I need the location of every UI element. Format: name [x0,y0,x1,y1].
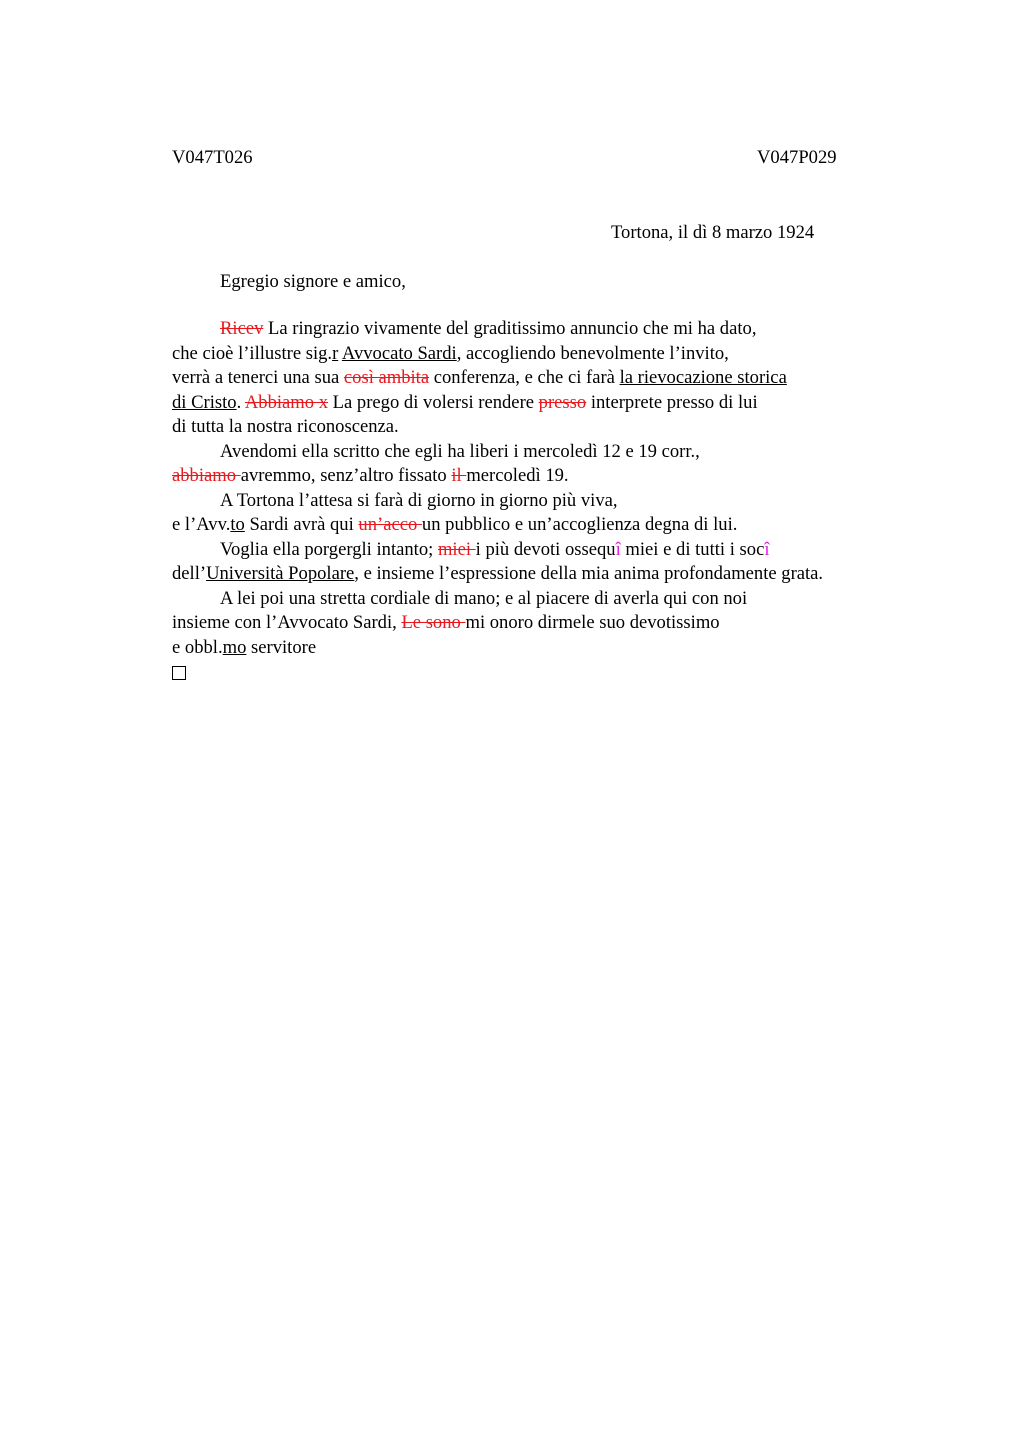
deleted-text: così ambita [343,367,430,388]
deleted-text: un’acco [358,514,422,535]
deleted-text: Ricev [220,318,264,339]
text-segment: mercoledì 19. [466,465,569,486]
text-segment: di tutta la nostra riconoscenza. [172,416,399,437]
letter-line [172,588,1012,613]
text-segment: verrà a tenerci una sua [172,367,344,388]
text-segment: dell’ [172,563,207,584]
letter-line [172,367,1012,392]
letter-line [172,490,1012,515]
text-segment: avremmo, senz’altro fissato [240,465,452,486]
deleted-text: Le sono [401,612,466,633]
letter-salutation: Egregio signore e amico, [220,271,406,292]
text-segment: La ringrazio vivamente del graditissimo annuncio che mi ha dato, [263,318,757,339]
text-segment: mi onoro dirmele suo devotissimo [465,612,720,633]
letter-line [172,514,1012,539]
underlined-text: mo [222,636,247,658]
letter-line [172,539,1012,564]
underlined-text: di Cristo [172,391,237,413]
letter-line [172,441,1012,466]
document-code-left: V047T026 [172,147,253,168]
letter-body [172,318,1012,686]
accent-correction: î [764,538,770,560]
end-marker-line [172,661,1012,686]
text-segment: e obbl. [172,636,223,658]
letter-line [172,563,1012,588]
letter-line [172,612,1012,637]
text-segment: un pubblico e un’accoglienza degna di lui. [421,514,738,535]
letter-line [172,392,1012,417]
text-segment: e l’Avv. [172,514,231,535]
text-segment: , e insieme l’espressione della mia anima profondamente grata. [354,563,824,584]
text-segment: Voglia ella porgergli intanto; [220,538,438,560]
square-box-icon [172,666,186,680]
text-segment: Sardi avrà qui [244,514,359,535]
deleted-text: abbiamo [172,465,241,486]
underlined-text: to [230,514,245,535]
deleted-text: miei [437,538,476,560]
text-segment: . [236,391,245,413]
text-segment: insieme con l’Avvocato Sardi, [172,612,402,633]
letter-line [172,465,1012,490]
text-segment: miei e di tutti i soc [620,538,765,560]
letter-line [172,416,1012,441]
text-segment: servitore [246,636,317,658]
text-segment: A Tortona l’attesa si farà di giorno in giorno più viva, [220,489,618,511]
letter-date: Tortona, il dì 8 marzo 1924 [611,222,815,243]
underlined-text: Università Popolare [206,563,355,584]
text-segment: Avendomi ella scritto che egli ha liberi i mercoledì 12 e 19 corr., [220,440,700,462]
deleted-text: presso [538,391,587,413]
underlined-text: Avvocato Sardi [341,342,457,364]
text-segment: A lei poi una stretta cordiale di mano; e al piacere di averla qui con noi [220,587,748,609]
letter-line [172,343,1012,368]
text-segment: conferenza, e che ci farà [429,367,620,388]
accent-correction: î [615,538,621,560]
document-code-right: V047P029 [757,147,837,168]
underlined-text: la rievocazione storica [619,367,787,388]
letter-line [172,318,1012,343]
deleted-text: Abbiamo x [244,391,329,413]
letter-line [172,637,1012,662]
text-segment: i più devoti ossequ [475,538,616,560]
underlined-text: r [332,342,339,364]
text-segment: interprete presso di lui [586,391,758,413]
text-segment: La prego di volersi rendere [328,391,539,413]
text-segment: , accogliendo benevolmente l’invito, [456,342,729,364]
text-segment: che cioè l’illustre sig. [172,342,333,364]
deleted-text: il [451,465,467,486]
